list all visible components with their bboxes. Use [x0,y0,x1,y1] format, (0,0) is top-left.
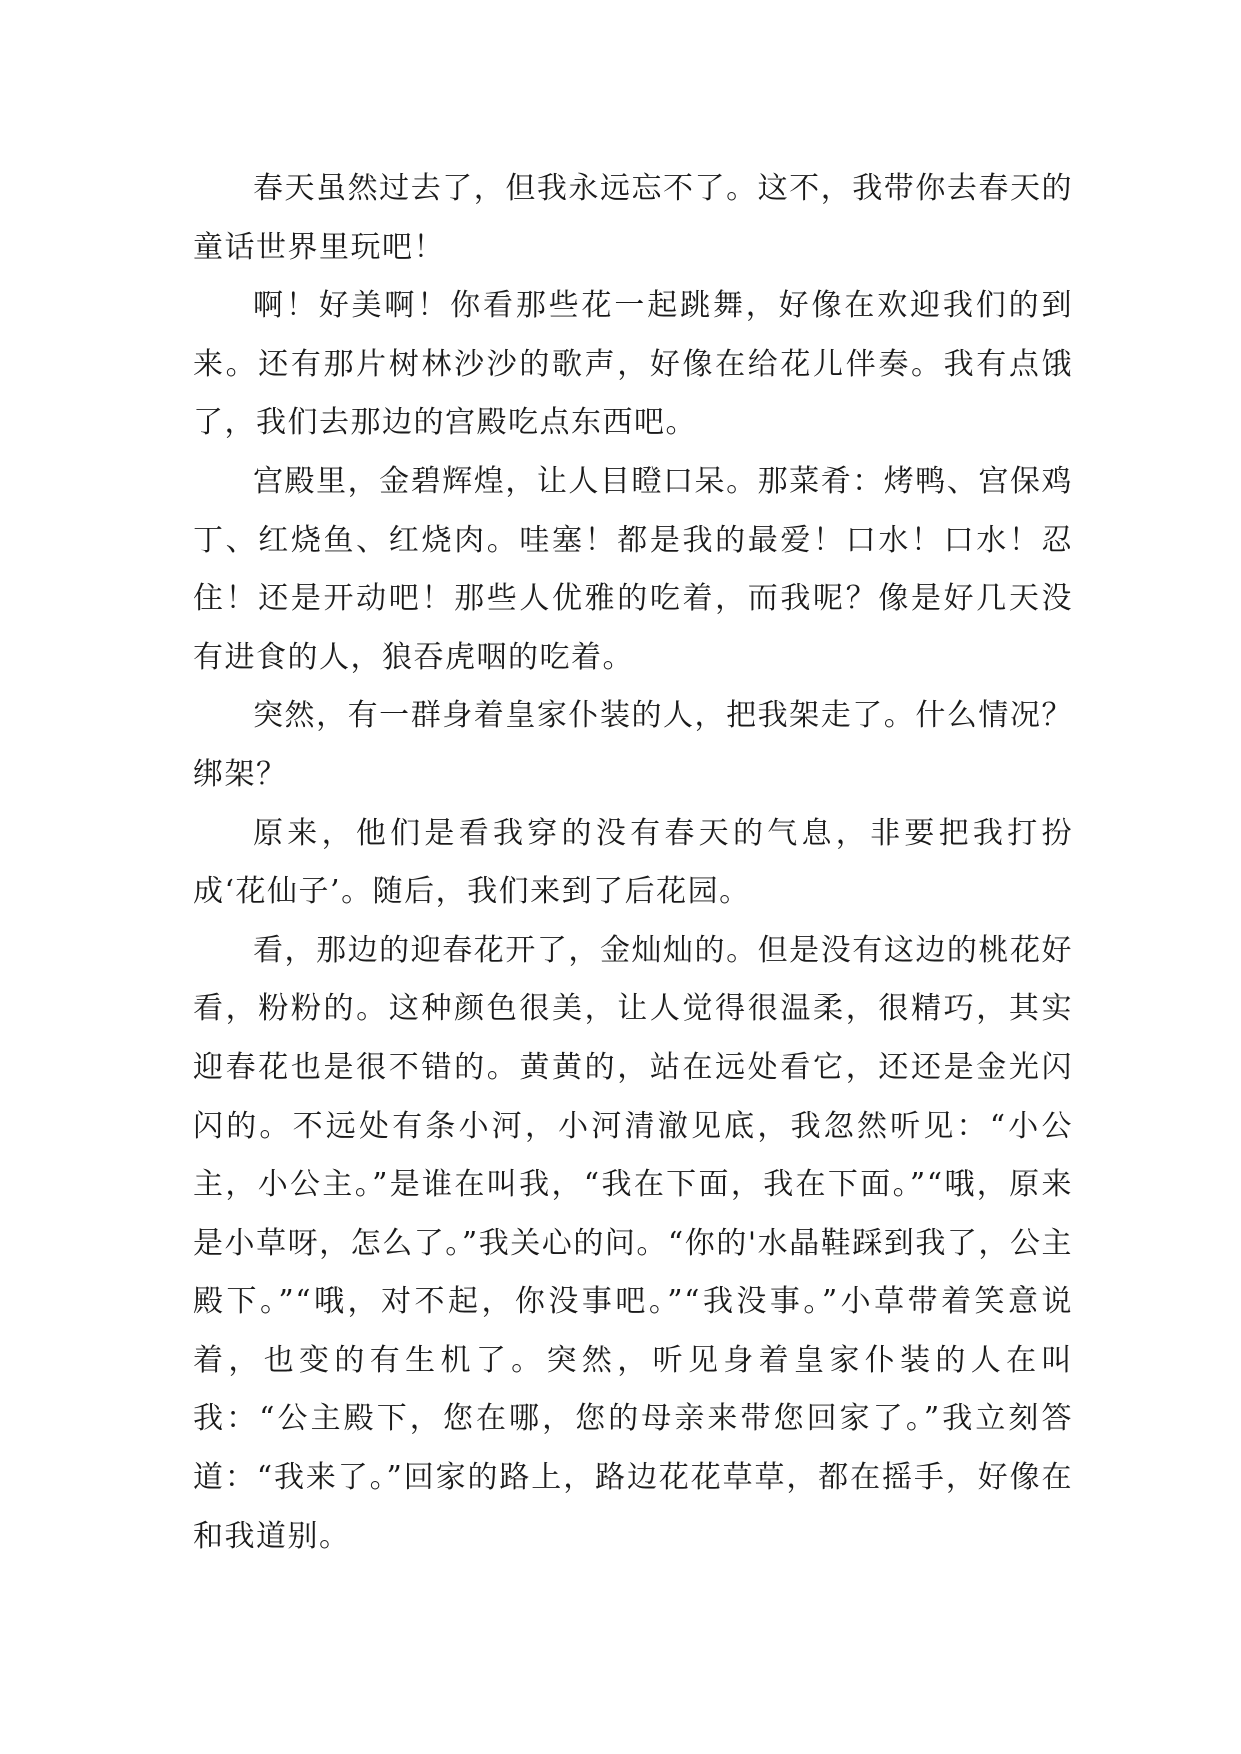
paragraph-3: 宫殿里，金碧辉煌，让人目瞪口呆。那菜肴：烤鸭、宫保鸡丁、红烧鱼、红烧肉。哇塞！都是我的最爱！口水！口水！忍住！还是开动吧！那些人优雅的吃着，而我呢？像是好几天没有进食的人，狼吞虎咽的吃着。 [193,463,1073,675]
paragraph-4: 突然，有一群身着皇家仆装的人，把我架走了。什么情况？绑架？ [193,698,1073,792]
paragraph-1: 春天虽然过去了，但我永远忘不了。这不，我带你去春天的童话世界里玩吧！ [193,171,1073,265]
paragraph-6: 看，那边的迎春花开了，金灿灿的。但是没有这边的桃花好看，粉粉的。这种颜色很美，让人觉得很温柔，很精巧，其实迎春花也是很不错的。黄黄的，站在远处看它，还还是金光闪闪的。不远处有条小河，小河清澈见底，我忽然听见：“小公主，小公主。”是谁在叫我，“我在下面，我在下面。”“哦，原来是小草呀，怎么了。”我关心的问。“你的'水晶鞋踩到我了，公主殿下。”“哦，对不起，你没事吧。”“我没事。”小草带着笑意说着，也变的有生机了。突然，听见身着皇家仆装的人在叫我：“公主殿下，您在哪，您的母亲来带您回家了。”我立刻答道：“我来了。”回家的路上，路边花花草草，都在摇手，好像在和我道别。 [193,932,1073,1554]
document-body [193,160,1073,1566]
paragraph-2: 啊！好美啊！你看那些花一起跳舞，好像在欢迎我们的到来。还有那片树林沙沙的歌声，好像在给花儿伴奏。我有点饿了，我们去那边的宫殿吃点东西吧。 [193,288,1073,441]
paragraph-5: 原来，他们是看我穿的没有春天的气息，非要把我打扮成‘花仙子’。随后，我们来到了后花园。 [193,815,1073,910]
